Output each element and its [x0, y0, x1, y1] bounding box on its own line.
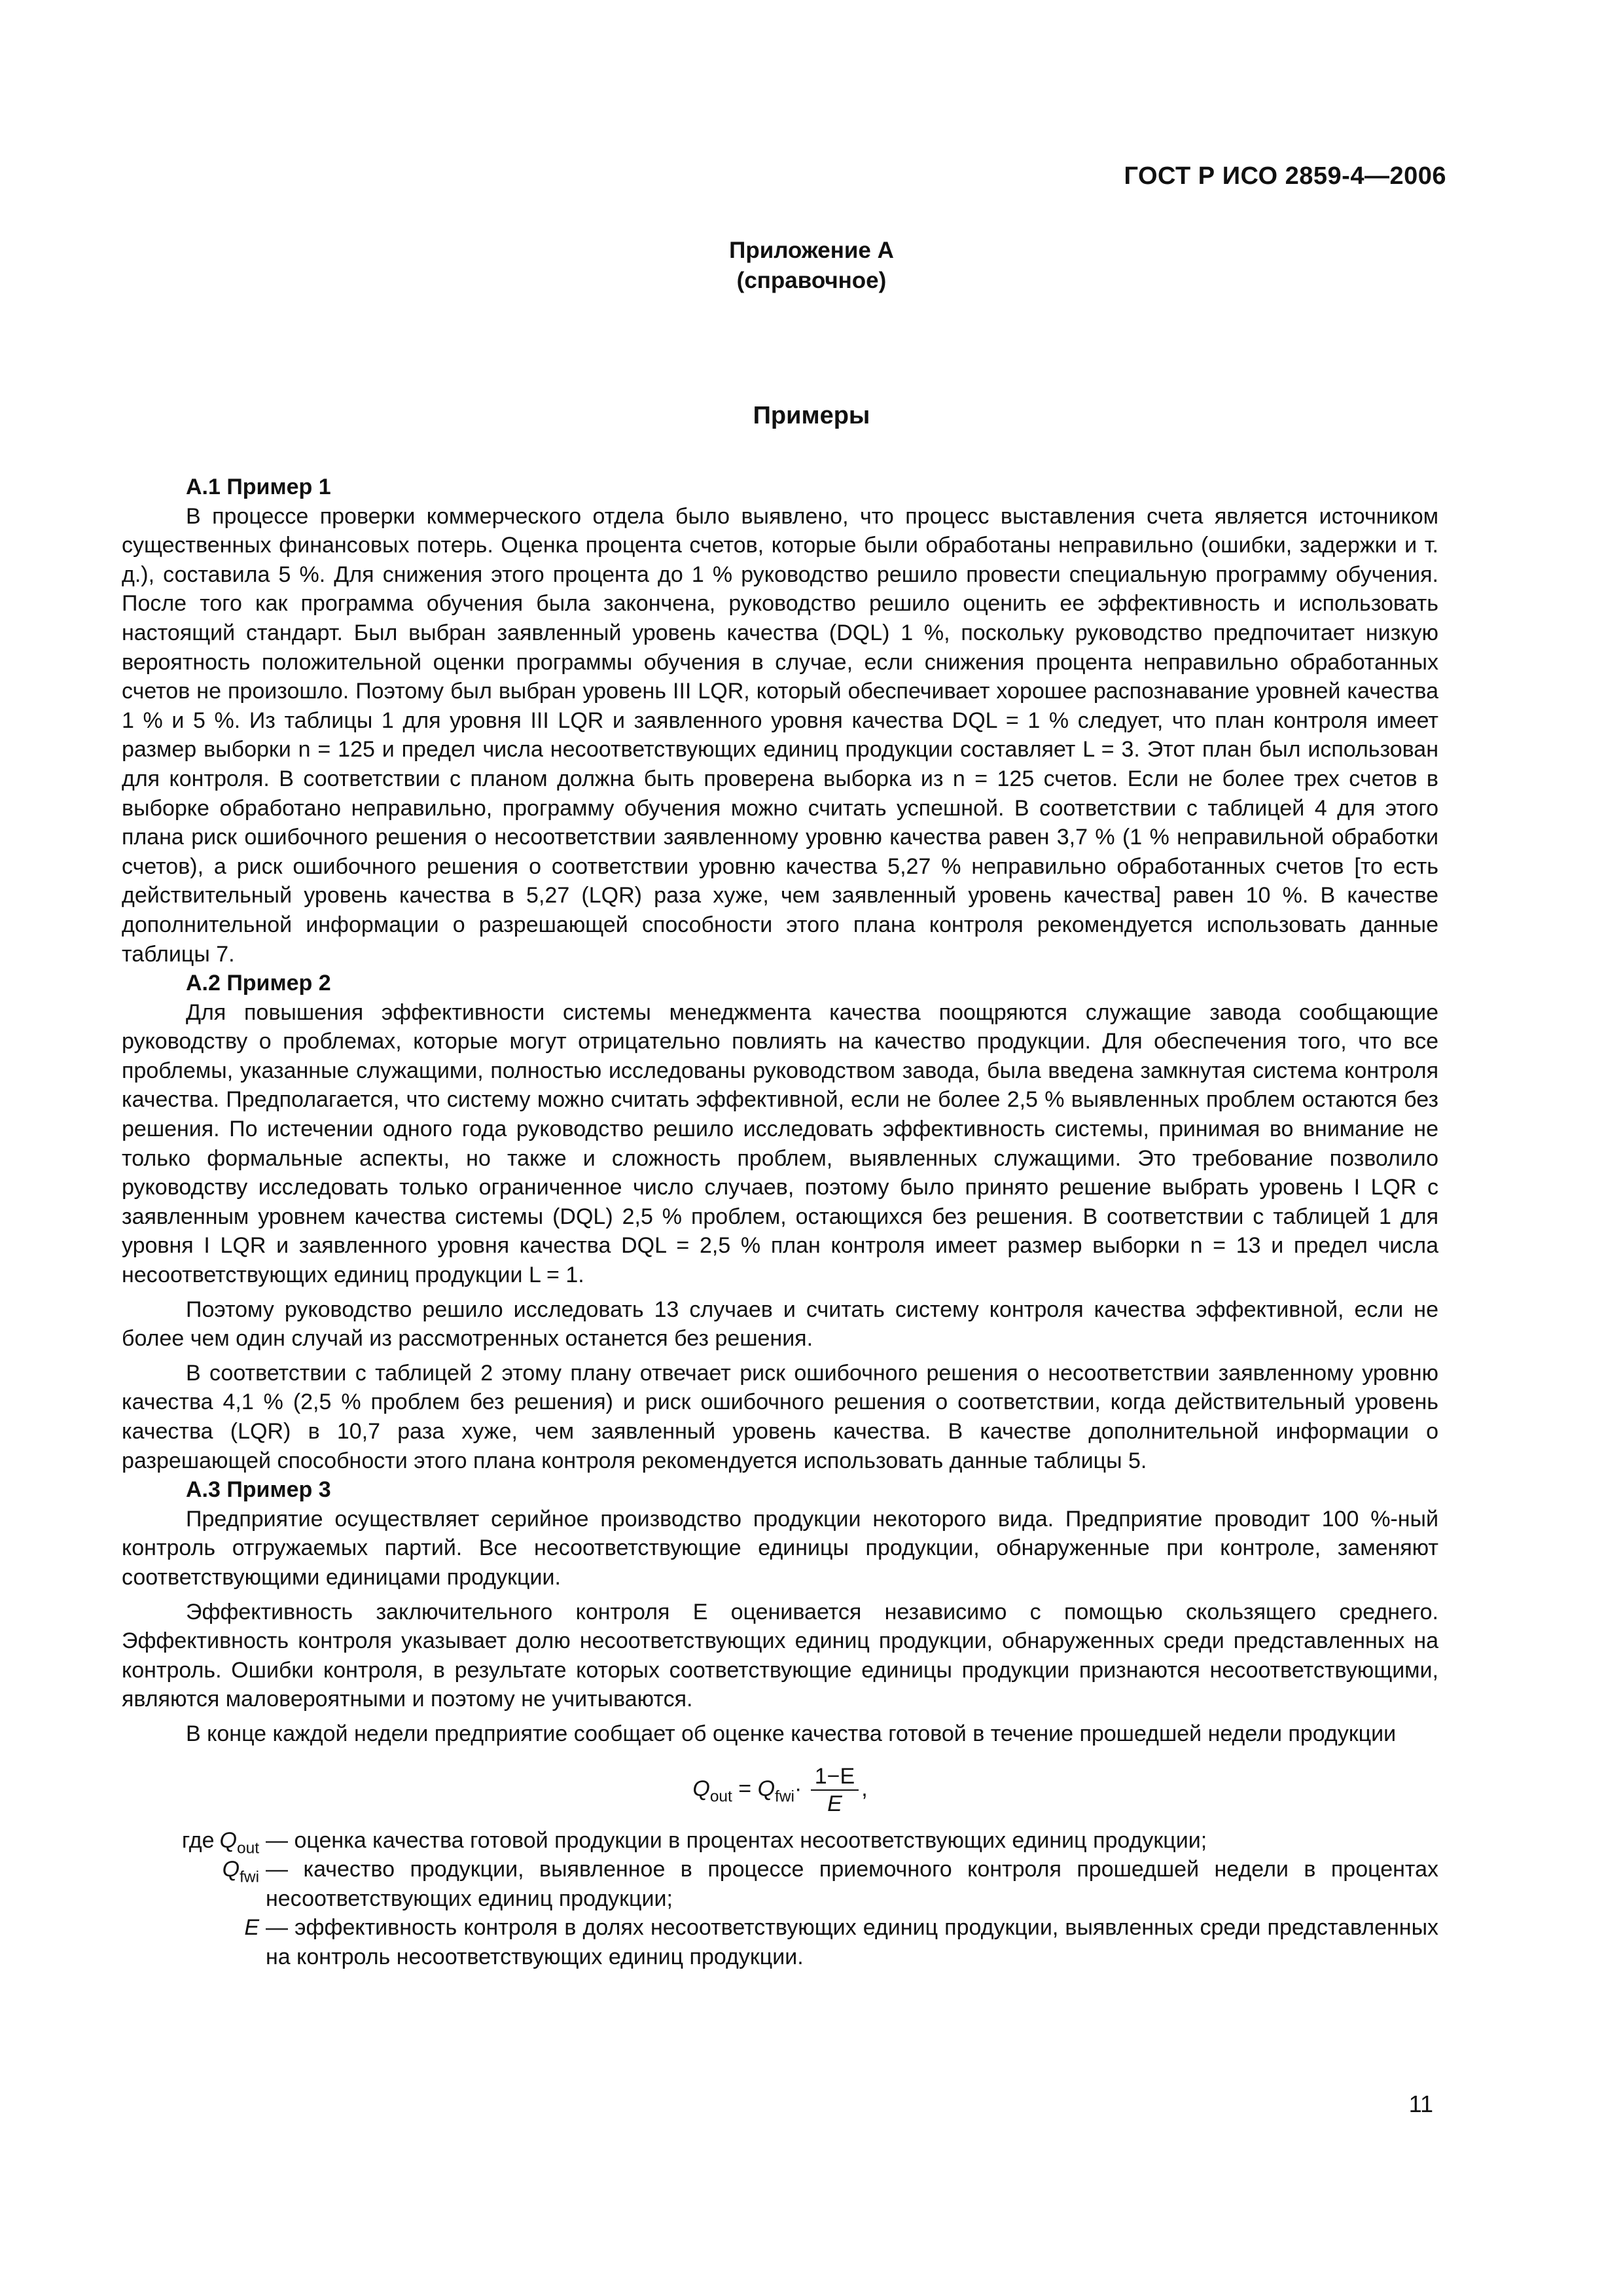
- formula-denominator: E: [827, 1791, 842, 1816]
- definition-text: — оценка качества готовой продукции в процентах несоответствующих единиц продукции;: [266, 1827, 1207, 1853]
- example-3-paragraph-1: Предприятие осуществляет серийное производство продукции некоторого вида. Предприятие проводит 100 %-ный контроль отгружаемых партий. Все несоответствующие единицы продукции, обнаруженные при контроле, заменяют соответствующими единицами продукции.: [122, 1506, 1438, 1590]
- formula-rhs-sub: fwi: [775, 1787, 794, 1806]
- page-number: 11: [1408, 2090, 1433, 2117]
- example-1-heading: А.1 Пример 1: [186, 475, 331, 499]
- example-1-paragraph: В процессе проверки коммерческого отдела было выявлено, что процесс выставления счета является источником существенных финансовых потерь. Оценка процента счетов, которые были обработаны неправильно (ошибки, задержки и т. д.), составила 5 %. Для снижения этого процента до 1 % руководство решило провести специальную программу обучения. После того как программа обучения была закончена, руководство решило оценить ее эффективность и использовать настоящий стандарт. Был выбран заявленный уровень качества (DQL) 1 %, поскольку руководство предпочитает низкую вероятность положительной оценки программы обучения в случае, если снижения процента неправильно обработанных счетов не произошло. Поэтому был выбран уровень III LQR, который обеспечивает хорошее распознавание уровней качества 1 % и 5 %. Из таблицы 1 для уровня III LQR и заявленного уровня качества DQL = 1 % следует, что план контроля имеет размер выборки n = 125 и предел числа несоответствующих единиц продукции составляет L = 3. Этот план был использован для контроля. В соответствии с планом должна быть проверена выборка из n = 125 счетов. Если не более трех счетов в выборке обработано неправильно, программу обучения можно считать успешной. В соответствии с таблицей 4 для этого плана риск ошибочного решения о несоответствии заявленному уровню качества равен 3,7 % (1 % неправильной обработки счетов), а риск ошибочного решения о соответствии уровню качества 5,27 % неправильно обработанных счетов [то есть действительный уровень качества в 5,27 (LQR) раза хуже, чем заявленный уровень качества] равен 10 %. В качестве дополнительной информации о разрешающей способности этого плана контроля рекомендуется использовать данные таблицы 7.: [122, 503, 1438, 967]
- formula-dot: ·: [794, 1776, 802, 1801]
- formula-lhs-sub: out: [709, 1787, 732, 1806]
- definition-e: E — эффективность контроля в долях несоответствующих единиц продукции, выявленных среди представленных на контроль несоответствующих единиц продукции.: [122, 1913, 1438, 1971]
- annex-status: (справочное): [736, 268, 887, 293]
- annex-title: Приложение А: [729, 238, 894, 263]
- example-3-paragraph-2: Эффективность заключительного контроля E оценивается независимо с помощью скользящего среднего. Эффективность контроля указывает долю несоответствующих единиц продукции, обнаруженных среди представленных на контроль. Ошибки контроля, в результате которых соответствующие единицы продукции признаются несоответствующими, являются маловероятными и поэтому не учитываются.: [122, 1599, 1438, 1712]
- formula-definitions: [122, 1826, 1438, 1972]
- formula-fraction: [811, 1763, 859, 1817]
- example-2-paragraph-1: Для повышения эффективности системы менеджмента качества поощряются служащие завода сообщающие руководству о проблемах, которые могут отрицательно повлиять на качество продукции. Для обеспечения того, что все проблемы, указанные служащими, полностью исследованы руководством завода, была введена замкнутая система контроля качества. Предполагается, что систему можно считать эффективной, если не более 2,5 % выявленных проблем остаются без решения. По истечении одного года руководство решило исследовать эффективность системы, принимая во внимание не только формальные аспекты, но также и сложность проблем, выявленных служащими. Это требование позволило руководству исследовать только ограниченное число случаев, поэтому было принято решение выбрать уровень I LQR с заявленным уровнем качества системы (DQL) 2,5 % проблем, остающихся без решения. В соответствии с таблицей 1 для уровня I LQR и заявленного уровня качества DQL = 2,5 % план контроля имеет размер выборки n = 13 и предел числа несоответствующих единиц продукции L = 1.: [122, 999, 1438, 1288]
- formula-comma: ,: [861, 1776, 868, 1801]
- formula-numerator: 1−E: [811, 1763, 859, 1791]
- example-2-paragraph-2: Поэтому руководство решило исследовать 13 случаев и считать систему контроля качества эффективной, если не более чем один случай из рассмотренных останется без решения.: [122, 1297, 1438, 1352]
- formula-equals: =: [738, 1776, 752, 1801]
- example-3-paragraph-3: В конце каждой недели предприятие сообщает об оценке качества готовой в течение прошедшей недели продукции: [186, 1721, 1397, 1746]
- example-3-heading: А.3 Пример 3: [186, 1477, 331, 1503]
- where-word: где: [181, 1827, 215, 1853]
- example-2-heading: А.2 Пример 2: [186, 971, 331, 996]
- document-body: [122, 473, 1438, 1972]
- formula-rhs: Q: [757, 1776, 776, 1801]
- document-number: ГОСТ Р ИСО 2859-4—2006: [1124, 162, 1446, 190]
- definition-q-out: где $Q_{out}$ — оценка качества готовой продукции в процентах несоответствующих единиц продукции;: [122, 1826, 1438, 1856]
- formula-q-out: [122, 1763, 1438, 1817]
- section-title: Примеры: [753, 402, 870, 429]
- formula-lhs: Q: [692, 1776, 710, 1801]
- example-2-paragraph-3: В соответствии с таблицей 2 этому плану отвечает риск ошибочного решения о несоответствии заявленному уровню качества 4,1 % (2,5 % проблем без решения) и риск ошибочного решения о соответствии, когда действительный уровень качества (LQR) в 10,7 раза хуже, чем заявленный уровень качества. В качестве дополнительной информации о разрешающей способности этого плана контроля рекомендуется использовать данные таблицы 5.: [122, 1360, 1438, 1473]
- definition-text: — эффективность контроля в долях несоответствующих единиц продукции, выявленных среди представленных на контроль несоответствующих единиц продукции.: [266, 1915, 1438, 1969]
- annex-heading: [0, 236, 1623, 296]
- definition-text: — качество продукции, выявленное в процессе приемочного контроля прошедшей недели в процентах несоответствующих единиц продукции;: [266, 1857, 1438, 1911]
- definition-q-fwi: $Q_{fwi}$ — качество продукции, выявленное в процессе приемочного контроля прошедшей недели в процентах несоответствующих единиц продукции;: [122, 1855, 1438, 1913]
